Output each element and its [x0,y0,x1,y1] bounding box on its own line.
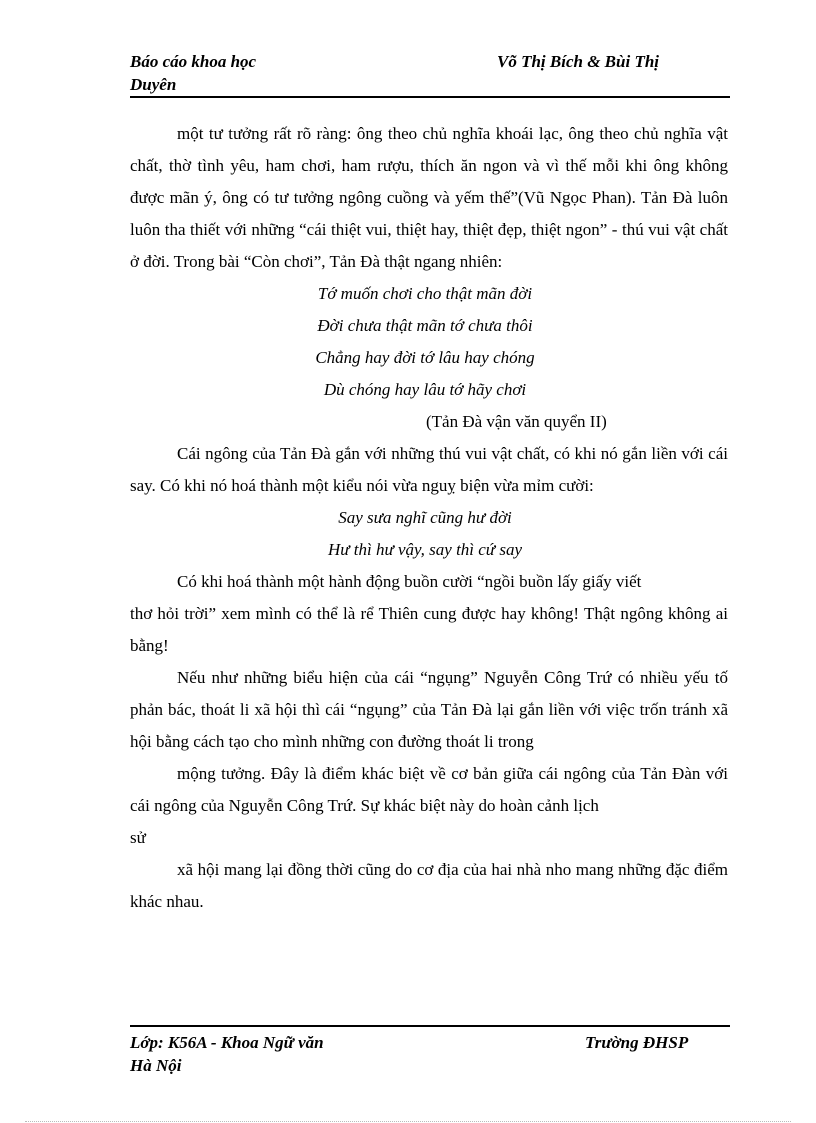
footer-left-continuation: Hà Nội [130,1056,182,1075]
poem-1 [130,278,728,406]
paragraph-3-rest: thơ hỏi trời” xem mình có thể là rể Thiên cung được hay không! Thật ngông không ai bằng! [130,604,728,655]
page-edge-dotted-line [25,1121,791,1122]
header-left-text: Báo cáo khoa học [130,52,257,71]
poem-1-line-4: Dù chóng hay lâu tớ hãy chơi [323,380,527,399]
poem-1-line-3: Chẳng hay đời tớ lâu hay chóng [315,348,535,367]
poem-2 [130,502,728,566]
poem-1-line-2: Đời chưa thật mãn tớ chưa thôi [317,316,533,335]
paragraph-6: xã hội mang lại đồng thời cũng do cơ địa của hai nhà nho mang những đặc điểm khác nhau. [130,860,728,911]
poem-2-line-2: Hư thì hư vậy, say thì cứ say [327,540,522,559]
footer-right-text: Trường ĐHSP [585,1033,689,1052]
paragraph-2: Cái ngông của Tản Đà gắn với những thú vui vật chất, có khi nó gắn liền với cái say. Có khi nó hoá thành một kiểu nói vừa nguỵ biện vừa mỉm cười: [130,444,728,495]
header-left-continuation: Duyên [130,75,177,94]
poem-attribution: (Tản Đà vận văn quyển II) [426,412,607,431]
paragraph-3-line-1: Có khi hoá thành một hành động buồn cười “ngồi buồn lấy giấy viết [177,572,642,591]
footer-rule [130,1025,730,1027]
page-header [130,50,730,96]
paragraph-5: mộng tưởng. Đây là điểm khác biệt về cơ bản giữa cái ngông của Tản Đàn với cái ngông của Nguyễn Công Trứ. Sự khác biệt này do hoàn cảnh lịch [130,764,728,815]
paragraph-4: Nếu như những biểu hiện của cái “ngụng” Nguyễn Công Trứ có nhiều yếu tố phản bác, thoát li xã hội thì cái “ngụng” của Tản Đà lại gắn liền với việc trốn tránh xã hội bằng cách tạo cho mình những con đường thoát li trong [130,668,728,751]
document-body [130,118,728,918]
page-footer [130,1031,730,1077]
poem-2-line-1: Say sưa nghĩ cũng hư đời [338,508,512,527]
footer-left-text: Lớp: K56A - Khoa Ngữ văn [130,1033,324,1052]
paragraph-5-tail: sử [130,828,146,847]
header-right-text: Võ Thị Bích & Bùi Thị [497,52,660,71]
header-rule [130,96,730,98]
paragraph-1: một tư tưởng rất rõ ràng: ông theo chủ nghĩa khoái lạc, ông theo chủ nghĩa vật chất, thờ tình yêu, ham chơi, ham rượu, thích ăn ngon và vì thế mỗi khi ông không được mãn ý, ông có tư tưởng ngông cuồng và yếm thế”(Vũ Ngọc Phan). Tản Đà luôn luôn tha thiết với những “cái thiệt vui, thiệt hay, thiệt đẹp, thiệt ngon” - thú vui vật chất ở đời. Trong bài “Còn chơi”, Tản Đà thật ngang nhiên: [130,124,728,271]
poem-1-line-1: Tớ muốn chơi cho thật mãn đời [317,284,533,303]
